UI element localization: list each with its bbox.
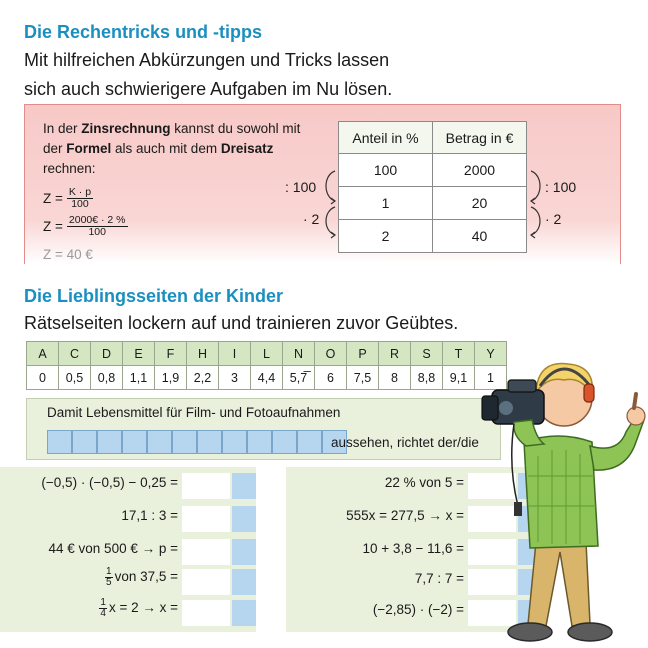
formula-numerator: 2000€ · 2 %: [68, 214, 126, 226]
message-line-2: aussehen, richtet der/die: [331, 435, 479, 450]
tip-box: [24, 104, 621, 264]
letter-box[interactable]: [232, 539, 256, 565]
code-letter-cell: D: [91, 342, 123, 366]
code-letter-cell: R: [379, 342, 411, 366]
exercise-expression: x = 2 → x =: [108, 600, 178, 616]
formula-numerator: K · p: [68, 186, 92, 198]
letter-box[interactable]: [232, 569, 256, 595]
table-header-anteil: Anteil in %: [339, 122, 433, 154]
fraction-numerator: 1: [106, 566, 112, 577]
code-letter-cell: T: [443, 342, 475, 366]
letter-cell[interactable]: [197, 430, 222, 454]
code-letter-cell: E: [123, 342, 155, 366]
code-value-cell: 4,4: [251, 366, 283, 390]
letter-cell[interactable]: [47, 430, 72, 454]
arc-arrows-left: [321, 167, 339, 259]
tip-text: [43, 119, 313, 179]
code-table: [26, 341, 507, 390]
code-value-cell: 1,9: [155, 366, 187, 390]
letter-cell[interactable]: [147, 430, 172, 454]
exercise-row: [0, 504, 256, 532]
formula-denominator: 100: [71, 198, 89, 210]
section-lead-line-2: sich auch schwierigere Aufgaben im Nu lösen.: [24, 79, 393, 99]
message-line-1: Damit Lebensmittel für Film- und Fotoaufnahmen: [47, 405, 341, 420]
letter-cell[interactable]: [72, 430, 97, 454]
code-value-cell: 1,1: [123, 366, 155, 390]
code-value-cell: 8,8: [411, 366, 443, 390]
letter-cell[interactable]: [222, 430, 247, 454]
code-value-cell: 6: [315, 366, 347, 390]
tip-text-part: rechnen:: [43, 161, 96, 176]
tip-bold-formel: Formel: [66, 141, 112, 156]
op-left-multiply: · 2: [303, 211, 320, 227]
arc-arrows-right: [527, 167, 545, 259]
exercise-row: [0, 471, 256, 499]
letter-cell[interactable]: [297, 430, 322, 454]
fraction: [105, 567, 113, 588]
solution-message-box: [26, 398, 501, 460]
fraction: [99, 598, 107, 619]
code-value-cell: 5,7̅: [283, 366, 315, 390]
exercise-expression: 7,7 : 7 =: [414, 571, 464, 586]
code-letter-cell: N: [283, 342, 315, 366]
code-value-cell: 3: [219, 366, 251, 390]
letter-cell[interactable]: [97, 430, 122, 454]
code-letter-cell: A: [27, 342, 59, 366]
table-cell: 20: [433, 187, 527, 220]
code-value-cell: 9,1: [443, 366, 475, 390]
code-letter-cell: Y: [475, 342, 507, 366]
code-letter-cell: H: [187, 342, 219, 366]
section-heading-favorites: Die Lieblingsseiten der Kinder: [24, 286, 284, 306]
code-letter-cell: P: [347, 342, 379, 366]
code-letter-cell: I: [219, 342, 251, 366]
rule-of-three-table: [338, 121, 527, 253]
table-cell: 40: [433, 220, 527, 253]
code-value-cell: 0,8: [91, 366, 123, 390]
section-heading-tricks: Die Rechentricks und -tipps: [24, 22, 263, 42]
code-letter-cell: C: [59, 342, 91, 366]
letter-cell[interactable]: [272, 430, 297, 454]
code-value-cell: 0: [27, 366, 59, 390]
letter-box[interactable]: [232, 473, 256, 499]
exercise-expression: (−0,5) · (−0,5) − 0,25 =: [41, 475, 178, 490]
answer-box[interactable]: [182, 539, 230, 565]
formula-left: Z =: [43, 191, 63, 206]
exercise-expression: (−2,85) · (−2) =: [372, 602, 464, 617]
code-letter-cell: F: [155, 342, 187, 366]
exercise-expression: von 37,5 =: [114, 569, 178, 585]
letter-cell[interactable]: [172, 430, 197, 454]
exercise-expression-fraction: [105, 567, 178, 588]
table-cell: 2: [339, 220, 433, 253]
tip-bold-zinsrechnung: Zinsrechnung: [81, 121, 171, 136]
section-lead-line-1: Mit hilfreichen Abkürzungen und Tricks lassen: [24, 50, 390, 70]
exercise-row: [0, 598, 256, 626]
formula-example: [43, 215, 128, 238]
formula-result: Z = 40 €: [43, 247, 93, 262]
tip-text-part: als auch mit dem: [111, 141, 221, 156]
code-letter-cell: L: [251, 342, 283, 366]
formula-general: [43, 187, 93, 210]
exercise-row: [0, 567, 256, 595]
exercise-expression: 17,1 : 3 =: [121, 508, 178, 523]
fraction-denominator: 4: [100, 608, 106, 619]
exercise-row: [0, 537, 256, 565]
tip-text-part: In der: [43, 121, 82, 136]
code-value-cell: 0,5: [59, 366, 91, 390]
letter-cell[interactable]: [122, 430, 147, 454]
letter-cell[interactable]: [247, 430, 272, 454]
formula-fraction: [67, 187, 93, 210]
letter-box[interactable]: [232, 506, 256, 532]
table-cell: 1: [339, 187, 433, 220]
exercise-expression: 22 % von 5 =: [384, 475, 464, 490]
code-value-cell: 7,5: [347, 366, 379, 390]
exercise-expression: 44 € von 500 € → p =: [48, 541, 178, 556]
code-value-cell: 2,2: [187, 366, 219, 390]
answer-box[interactable]: [182, 569, 230, 595]
answer-box[interactable]: [182, 473, 230, 499]
op-left-divide: : 100: [285, 179, 317, 195]
code-value-cell: 1: [475, 366, 507, 390]
formula-left: Z =: [43, 219, 63, 234]
formula-fraction: [67, 215, 128, 238]
answer-letter-cells: [47, 430, 347, 454]
exercise-panel-left: [0, 467, 256, 632]
tip-text-part: kannst du sowohl mit der: [43, 121, 301, 156]
section-lead: Rätselseiten lockern auf und trainieren zuvor Geübtes.: [24, 313, 459, 333]
op-right-divide: : 100: [545, 179, 577, 195]
tip-bold-dreisatz: Dreisatz: [220, 141, 274, 156]
fraction-denominator: 5: [106, 577, 112, 588]
exercise-expression-fraction: [99, 598, 178, 619]
code-value-cell: 8: [379, 366, 411, 390]
code-letter-cell: S: [411, 342, 443, 366]
exercise-expression: 10 + 3,8 − 11,6 =: [362, 541, 464, 556]
table-cell: 2000: [433, 154, 527, 187]
code-letter-cell: O: [315, 342, 347, 366]
formula-denominator: 100: [88, 226, 106, 238]
boy-with-camera-illustration: [478, 346, 648, 648]
table-header-betrag: Betrag in €: [433, 122, 527, 154]
letter-box[interactable]: [232, 600, 256, 626]
op-right-multiply: · 2: [545, 211, 562, 227]
answer-box[interactable]: [182, 600, 230, 626]
table-cell: 100: [339, 154, 433, 187]
exercise-expression: 555x = 277,5 → x =: [346, 508, 464, 523]
answer-box[interactable]: [182, 506, 230, 532]
fraction-numerator: 1: [100, 597, 106, 608]
